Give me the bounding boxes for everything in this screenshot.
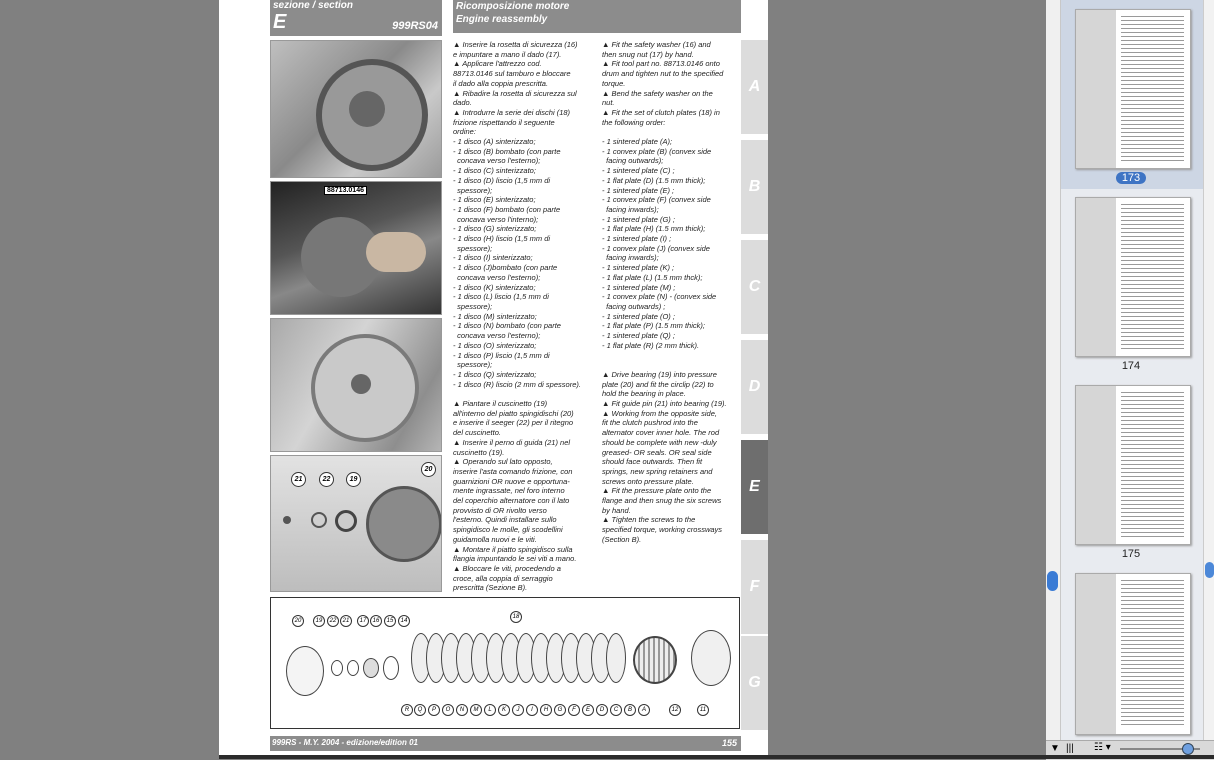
- diagram-label-12: 12: [669, 704, 681, 716]
- diagram-label-14: 14: [398, 615, 410, 627]
- hand-shape: [366, 232, 426, 272]
- diagram-letter-q: Q: [414, 704, 426, 716]
- diagram-label-22: 22: [327, 615, 339, 627]
- viewer-scrollbar-knob[interactable]: [1047, 571, 1058, 591]
- photo-pressure-plate-parts: [270, 455, 442, 592]
- diagram-letter-i: I: [526, 704, 538, 716]
- diagram-letter-r: R: [401, 704, 413, 716]
- pressure-plate-shape: [366, 486, 442, 562]
- thumbnail-photo-column: [1076, 198, 1116, 356]
- column-view-icon[interactable]: |||: [1066, 743, 1074, 754]
- viewer-scrollbar[interactable]: [1046, 0, 1061, 740]
- sidebar-scrollbar[interactable]: [1203, 0, 1214, 740]
- italian-instructions: ▲ Inserire la rosetta di sicurezza (16) e impuntare a mano il dado (17). ▲ Applicare l'attrezzo cod. 88713.0146 sul tamburo e bloccare il dado alla coppia prescritta. ▲ Ribadire la rosetta di sicurezza sul dado. ▲ Introdurre la serie dei dischi (18) frizione rispettando il seguente ordine: - 1 disco (A) sinterizzato; - 1 disco (B) bombato (con parte concava verso l'esterno); - 1 disco (C) sinterizzato; - 1 disco (D) liscio (1,5 mm di spessore); - 1 disco (E) sinterizzato; - 1 disco (F) bombato (con parte concava verso l'interno); - 1 disco (G) sinterizzato; - 1 disco (H) liscio (1,5 mm di spessore); - 1 disco (I) sinterizzato; - 1 disco (J)bombato (con parte concava verso l'esterno); - 1 disco (K) sinterizzato; - 1 disco (L) liscio (1,5 mm di spessore); - 1 disco (M) sinterizzato; - 1 disco (N) bombato (con parte concava verso l'esterno); - 1 disco (O) sinterizzato; - 1 disco (P) liscio (1,5 mm di spessore); - 1 disco (Q) sinterizzato; - 1 disco (R) liscio (2 mm di spessore). ▲ Piantare il cuscinetto (19) all'interno del piatto spingidischi (20) e inserire il seeger (22) per il ritegno del cuscinetto. ▲ Inserire il perno di guida (21) nel cuscinetto (19). ▲ Operando sul lato opposto, inserire l'asta comando frizione, con guarnizioni OR nuove e opportuna- mente ingrassate, nel foro interno del coperchio alternatore con il lato provvisto di OR rivolto verso l'esterno. Quindi installare sullo spingidisco le molle, gli scodellini guidamolla nuovi e le viti. ▲ Montare il piatto spingidisco sulla flangia impuntando le sei viti a mano. ▲ Bloccare le viti, procedendo a croce, alla coppia di serraggio prescritta (Sezione B).: [453, 40, 581, 593]
- diagram-clutch-flange: [691, 630, 731, 686]
- tab-a-label: A: [748, 78, 761, 95]
- tool-code-label: 88713.0146: [324, 186, 367, 195]
- thumbnail-text: [1121, 16, 1184, 162]
- thumbnail-photo-column: [1076, 386, 1116, 544]
- photo-pressure-plate-fitted: [270, 318, 442, 452]
- clutch-hub-shape: [349, 91, 385, 127]
- thumbnail-photo-column: [1076, 10, 1116, 168]
- section-header: [270, 0, 442, 36]
- diagram-plate: [606, 633, 626, 683]
- diagram-label-19: 19: [313, 615, 325, 627]
- guide-pin-shape: [283, 516, 291, 524]
- diagram-letter-j: J: [512, 704, 524, 716]
- diagram-letter-e: E: [582, 704, 594, 716]
- tab-f-label: F: [749, 578, 760, 595]
- tab-a[interactable]: [741, 40, 768, 134]
- thumbnail-size-slider[interactable]: [1120, 748, 1200, 750]
- tab-g-label: G: [748, 674, 761, 691]
- thumbnail-page-175[interactable]: [1075, 385, 1191, 545]
- diagram-letter-k: K: [498, 704, 510, 716]
- thumbnail-size-slider-knob[interactable]: [1182, 743, 1194, 755]
- thumbnail-photo-column: [1076, 574, 1116, 734]
- callout-22: 22: [319, 472, 334, 487]
- diagram-letter-a: A: [638, 704, 650, 716]
- scroll-down-arrow-icon[interactable]: ▼: [1050, 743, 1060, 754]
- diagram-nut: [363, 658, 379, 678]
- page-number: 155: [721, 738, 737, 748]
- title-english: Engine reassembly: [456, 14, 548, 25]
- edition-text: 999RS - M.Y. 2004 - edizione/edition 01: [272, 738, 418, 747]
- diagram-label-11: 11: [697, 704, 709, 716]
- section-label: sezione / section: [273, 0, 354, 11]
- tab-e[interactable]: [741, 440, 768, 534]
- diagram-letter-c: C: [610, 704, 622, 716]
- pressure-plate-center: [351, 374, 371, 394]
- thumbnail-text: [1121, 204, 1184, 350]
- section-letter: E: [273, 11, 287, 33]
- diagram-label-16: 16: [370, 615, 382, 627]
- tab-f[interactable]: [741, 540, 768, 634]
- taskbar-edge: [219, 755, 1214, 759]
- callout-20: 20: [421, 462, 436, 477]
- diagram-washer: [383, 656, 399, 680]
- diagram-pressure-plate: [286, 646, 324, 696]
- diagram-letter-g: G: [554, 704, 566, 716]
- diagram-label-21: 21: [340, 615, 352, 627]
- thumbnail-page-174[interactable]: [1075, 197, 1191, 357]
- diagram-letter-h: H: [540, 704, 552, 716]
- callout-19: 19: [346, 472, 361, 487]
- diagram-clutch-hub: [633, 636, 677, 684]
- thumbnail-label-175[interactable]: 175: [1121, 548, 1141, 560]
- sidebar-scrollbar-knob[interactable]: [1205, 562, 1214, 578]
- manual-page: [219, 0, 768, 755]
- photo-column: [270, 40, 442, 594]
- tab-e-label: E: [749, 478, 760, 495]
- thumbnail-label-173[interactable]: [1060, 172, 1202, 184]
- tab-c[interactable]: [741, 240, 768, 334]
- diagram-label-20: 20: [292, 615, 304, 627]
- diagram-circlip: [347, 660, 359, 676]
- diagram-letter-f: F: [568, 704, 580, 716]
- page-footer: [270, 736, 741, 751]
- diagram-label-18: 18: [510, 611, 522, 623]
- thumbnail-label-174[interactable]: 174: [1121, 360, 1141, 372]
- diagram-letter-l: L: [484, 704, 496, 716]
- thumbnail-text: [1121, 580, 1184, 728]
- tab-d-label: D: [748, 378, 761, 395]
- model-code: 999RS04: [392, 20, 438, 32]
- thumbnail-page-173[interactable]: [1075, 9, 1191, 169]
- tab-d[interactable]: [741, 340, 768, 434]
- english-instructions: ▲ Fit the safety washer (16) and then snug nut (17) by hand. ▲ Fit tool part no. 88713.0146 onto drum and tighten nut to the specified torque. ▲ Bend the safety washer on the nut. ▲ Fit the set of clutch plates (18) in the following order: - 1 sintered plate (A); - 1 convex plate (B) (convex side facing outwards); - 1 sintered plate (C) ; - 1 flat plate (D) (1.5 mm thick); - 1 sintered plate (E) ; - 1 convex plate (F) (convex side facing inwards); - 1 sintered plate (G) ; - 1 flat plate (H) (1.5 mm thick); - 1 sintered plate (I) ; - 1 convex plate (J) (convex side facing inwards); - 1 sintered plate (K) ; - 1 flat plate (L) (1.5 mm thck); - 1 sintered plate (M) ; - 1 convex plate (N) - (convex side facing outwards) ; - 1 sintered plate (O) ; - 1 flat plate (P) (1.5 mm thick); - 1 sintered plate (Q) ; - 1 flat plate (R) (2 mm thick). ▲ Drive bearing (19) into pressure plate (20) and fit the circlip (22) to hold the bearing in place. ▲ Fit guide pin (21) into bearing (19). ▲ Working from the opposite side, fit the clutch pushrod into the alternator cover inner hole. The rod should be complete with new -duly greased- OR seals. OR seal side should face outwards. Then fit springs, new spring retainers and screws onto pressure plate. ▲ Fit the pressure plate onto the flange and then snug the six screws by hand. ▲ Tighten the screws to the specified torque, working crossways (Section B).: [602, 40, 727, 544]
- page-number-173: 173: [1116, 172, 1146, 184]
- callout-21: 21: [291, 472, 306, 487]
- view-options-icon[interactable]: ☷ ▾: [1094, 742, 1111, 753]
- tab-b-label: B: [748, 178, 761, 195]
- photo-tool-fitting: [270, 181, 442, 315]
- title-header: [453, 0, 741, 33]
- thumbnail-page-176[interactable]: [1075, 573, 1191, 735]
- photo-clutch-drum: [270, 40, 442, 178]
- diagram-letter-o: O: [442, 704, 454, 716]
- circlip-shape: [311, 512, 327, 528]
- exploded-clutch-diagram: [270, 597, 740, 729]
- diagram-label-15: 15: [384, 615, 396, 627]
- diagram-bearing: [331, 660, 343, 676]
- diagram-letter-p: P: [428, 704, 440, 716]
- title-italian: Ricomposizione motore: [456, 1, 570, 12]
- bearing-shape: [335, 510, 357, 532]
- section-tabs: [741, 40, 768, 730]
- tab-g[interactable]: [741, 636, 768, 730]
- diagram-letter-m: M: [470, 704, 482, 716]
- diagram-letter-b: B: [624, 704, 636, 716]
- tab-c-label: C: [748, 278, 761, 295]
- thumbnail-text: [1121, 392, 1184, 538]
- diagram-label-17: 17: [357, 615, 369, 627]
- diagram-letter-n: N: [456, 704, 468, 716]
- diagram-letter-d: D: [596, 704, 608, 716]
- tab-b[interactable]: [741, 140, 768, 234]
